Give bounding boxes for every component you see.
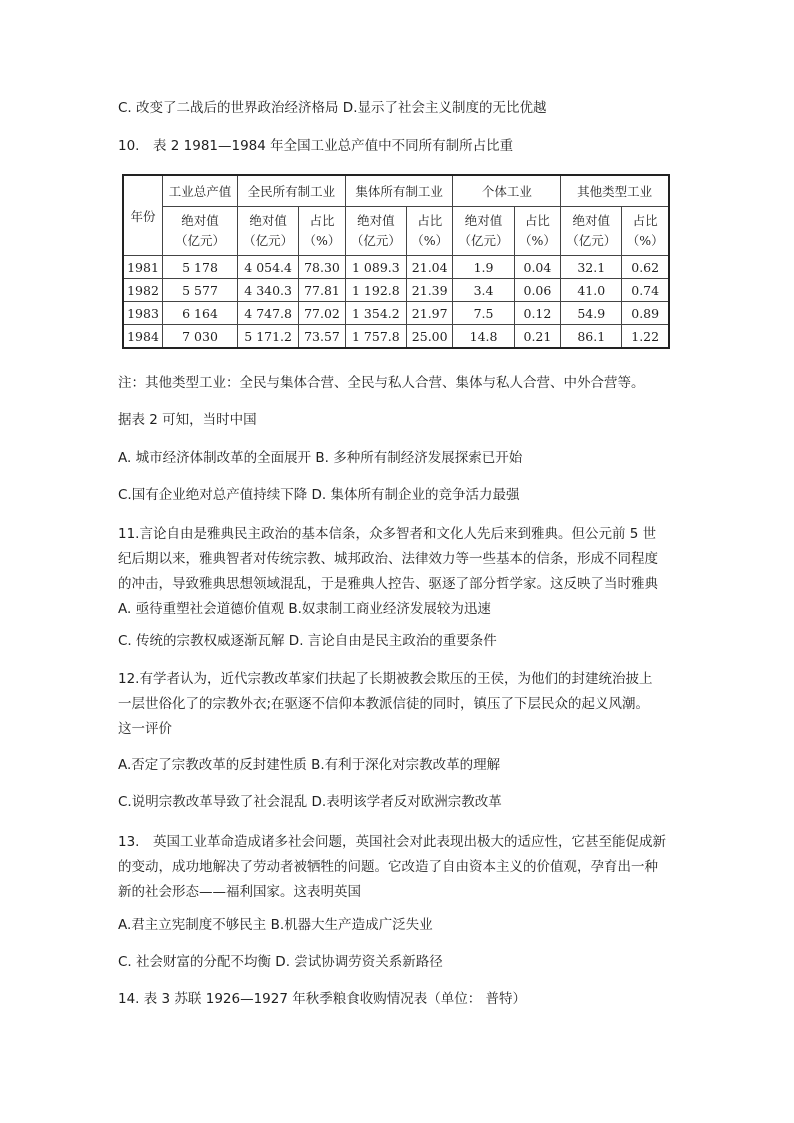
- cell-oth-pct: 0.74: [622, 279, 669, 302]
- cell-oth-abs: 41.0: [561, 279, 622, 302]
- cell-year: 1984: [123, 325, 163, 349]
- cell-ind-abs: 7.5: [453, 302, 514, 325]
- cell-state-abs: 4 054.4: [238, 256, 299, 279]
- subheader-abs: 绝对值 （亿元）: [345, 207, 406, 256]
- subheader-abs: 绝对值 （亿元）: [453, 207, 514, 256]
- table-row: [123, 256, 669, 279]
- q10-options-cd: C.国有企业绝对总产值持续下降 D. 集体所有制企业的竞争活力最强: [118, 487, 520, 503]
- q12-options-ab: A.否定了宗教改革的反封建性质 B.有利于深化对宗教改革的理解: [118, 757, 501, 773]
- subheader-pct: 占比 （%）: [622, 207, 669, 256]
- industry-output-table: [122, 174, 670, 349]
- q10-stem: 据表 2 可知，当时中国: [118, 412, 257, 428]
- cell-oth-pct: 1.22: [622, 325, 669, 349]
- cell-ind-abs: 3.4: [453, 279, 514, 302]
- cell-state-pct: 77.81: [299, 279, 346, 302]
- cell-year: 1983: [123, 302, 163, 325]
- cell-ind-pct: 0.06: [514, 279, 561, 302]
- cell-ind-pct: 0.04: [514, 256, 561, 279]
- cell-total: 7 030: [163, 325, 238, 349]
- cell-coll-pct: 21.97: [406, 302, 453, 325]
- cell-total: 6 164: [163, 302, 238, 325]
- cell-coll-abs: 1 089.3: [345, 256, 406, 279]
- subheader-abs: 绝对值 （亿元）: [561, 207, 622, 256]
- q14-title: 14. 表 3 苏联 1926—1927 年秋季粮食收购情况表（单位： 普特）: [118, 991, 527, 1007]
- header-state: 全民所有制工业: [238, 175, 346, 207]
- cell-year: 1981: [123, 256, 163, 279]
- subheader-abs: 绝对值 （亿元）: [163, 207, 238, 256]
- cell-ind-pct: 0.21: [514, 325, 561, 349]
- header-collective: 集体所有制工业: [345, 175, 453, 207]
- q13-options-ab: A.君主立宪制度不够民主 B.机器大生产造成广泛失业: [118, 917, 433, 933]
- cell-state-abs: 5 171.2: [238, 325, 299, 349]
- q9-options: C. 改变了二战后的世界政治经济格局 D.显示了社会主义制度的无比优越: [118, 100, 547, 116]
- q13-options-cd: C. 社会财富的分配不均衡 D. 尝试协调劳资关系新路径: [118, 954, 443, 970]
- subheader-pct: 占比 （%）: [406, 207, 453, 256]
- header-year: 年份: [123, 175, 163, 256]
- cell-coll-pct: 21.39: [406, 279, 453, 302]
- header-other: 其他类型工业: [561, 175, 669, 207]
- q12-options-cd: C.说明宗教改革导致了社会混乱 D.表明该学者反对欧洲宗教改革: [118, 794, 502, 810]
- cell-state-abs: 4 340.3: [238, 279, 299, 302]
- cell-total: 5 178: [163, 256, 238, 279]
- subheader-pct: 占比 （%）: [299, 207, 346, 256]
- q10-note: 注：其他类型工业：全民与集体合营、全民与私人合营、集体与私人合营、中外合营等。: [118, 375, 645, 391]
- cell-oth-abs: 86.1: [561, 325, 622, 349]
- cell-oth-pct: 0.62: [622, 256, 669, 279]
- subheader-pct: 占比 （%）: [514, 207, 561, 256]
- cell-coll-pct: 25.00: [406, 325, 453, 349]
- cell-ind-pct: 0.12: [514, 302, 561, 325]
- q11-options-cd: C. 传统的宗教权威逐渐瓦解 D. 言论自由是民主政治的重要条件: [118, 633, 497, 649]
- table-row: [123, 279, 669, 302]
- cell-state-pct: 73.57: [299, 325, 346, 349]
- header-total: 工业总产值: [163, 175, 238, 207]
- cell-ind-abs: 14.8: [453, 325, 514, 349]
- header-individual: 个体工业: [453, 175, 561, 207]
- subheader-abs: 绝对值 （亿元）: [238, 207, 299, 256]
- cell-coll-pct: 21.04: [406, 256, 453, 279]
- q10-title: 10. 表 2 1981—1984 年全国工业总产值中不同所有制所占比重: [118, 138, 514, 154]
- q13-stem: 13. 英国工业革命造成诸多社会问题，英国社会对此表现出极大的适应性，它甚至能促成新 的变动，成功地解决了劳动者被牺牲的问题。它改造了自由资本主义的价值观，孕育出一种 新的社会形态——福利国家。这表明英国: [118, 834, 666, 900]
- table-row: [123, 325, 669, 349]
- cell-state-pct: 77.02: [299, 302, 346, 325]
- cell-oth-pct: 0.89: [622, 302, 669, 325]
- q11-stem: 11.言论自由是雅典民主政治的基本信条，众多智者和文化人先后来到雅典。但公元前 5 世 纪后期以来，雅典智者对传统宗教、城邦政治、法律效力等一些基本的信条，形成不同程度 的冲击，导致雅典思想领域混乱，于是雅典人控告、驱逐了部分哲学家。这反映了当时雅典 A. 亟待重塑社会道德价值观 B.奴隶制工商业经济发展较为迅速: [118, 526, 658, 617]
- cell-year: 1982: [123, 279, 163, 302]
- cell-coll-abs: 1 354.2: [345, 302, 406, 325]
- cell-state-pct: 78.30: [299, 256, 346, 279]
- cell-ind-abs: 1.9: [453, 256, 514, 279]
- cell-state-abs: 4 747.8: [238, 302, 299, 325]
- cell-total: 5 577: [163, 279, 238, 302]
- q10-options-ab: A. 城市经济体制改革的全面展开 B. 多种所有制经济发展探索已开始: [118, 450, 523, 466]
- cell-oth-abs: 32.1: [561, 256, 622, 279]
- table-row: [123, 302, 669, 325]
- q12-stem: 12.有学者认为，近代宗教改革家们扶起了长期被教会欺压的王侯，为他们的封建统治披上 一层世俗化了的宗教外衣;在驱逐不信仰本教派信徒的同时，镇压了下层民众的起义风潮。 这一评价: [118, 671, 653, 737]
- cell-coll-abs: 1 192.8: [345, 279, 406, 302]
- cell-oth-abs: 54.9: [561, 302, 622, 325]
- cell-coll-abs: 1 757.8: [345, 325, 406, 349]
